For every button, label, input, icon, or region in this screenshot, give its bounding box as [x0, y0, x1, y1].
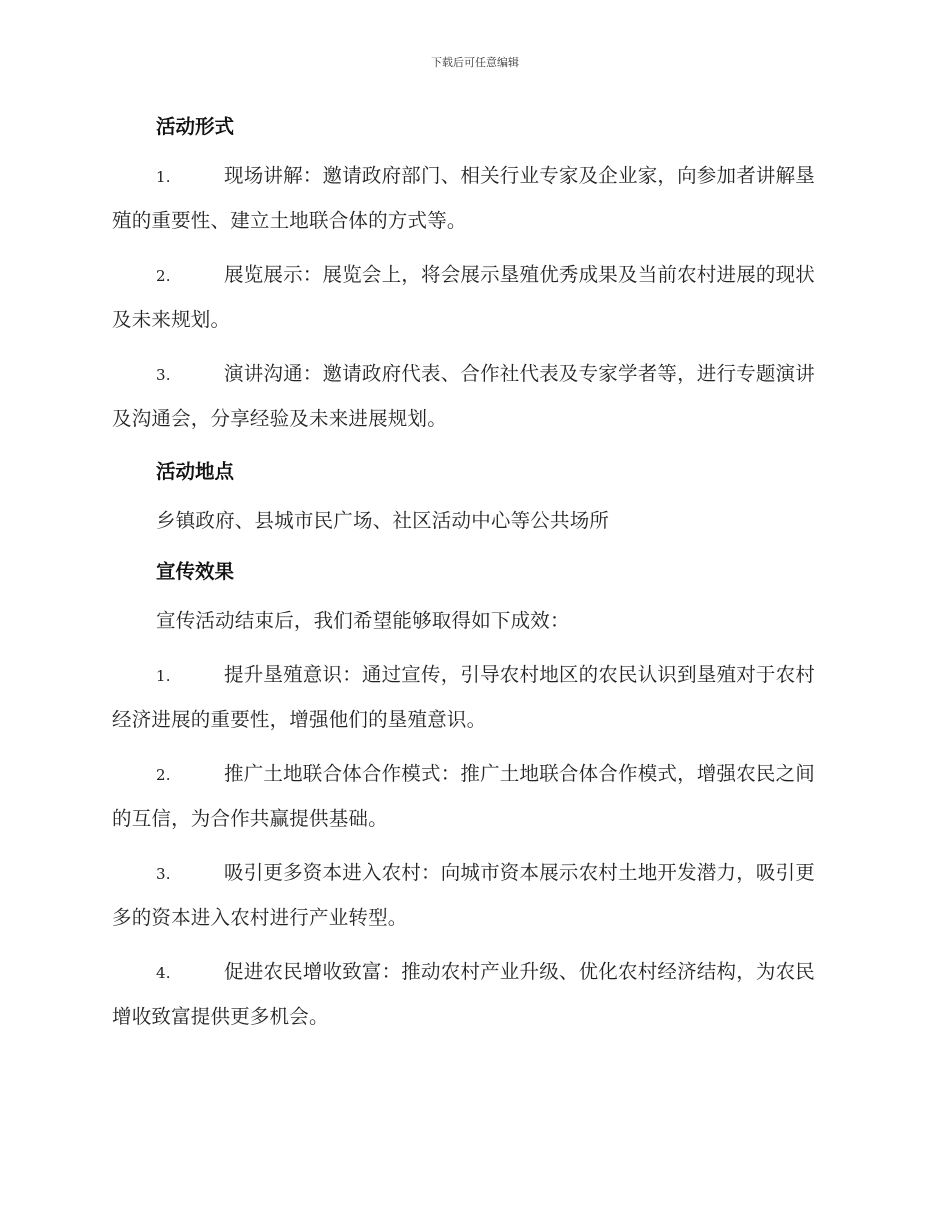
list-number: 3. [156, 366, 171, 384]
list-number: 1. [156, 168, 171, 186]
list-number: 3. [156, 865, 171, 883]
list-item [112, 352, 834, 441]
list-text: 演讲沟通：邀请政府代表、合作社代表及专家学者等，进行专题演讲及沟通会，分享经验及未来进展规划。 [112, 362, 816, 430]
list-text: 现场讲解：邀请政府部门、相关行业专家及企业家，向参加者讲解垦殖的重要性、建立土地联合体的方式等。 [112, 164, 816, 232]
list-text: 展览展示：展览会上，将会展示垦殖优秀成果及当前农村进展的现状及未来规划。 [112, 263, 816, 331]
list-text: 吸引更多资本进入农村：向城市资本展示农村土地开发潜力，吸引更多的资本进入农村进行产业转型。 [112, 861, 816, 929]
list-text: 促进农民增收致富：推动农村产业升级、优化农村经济结构，为农民增收致富提供更多机会。 [112, 960, 816, 1028]
list-item [112, 851, 834, 940]
list-number: 4. [156, 964, 171, 982]
page-header: 下载后可任意编辑 [431, 56, 519, 69]
list-item [112, 653, 834, 742]
list-text: 推广土地联合体合作模式：推广土地联合体合作模式，增强农民之间的互信，为合作共赢提供基础。 [112, 762, 816, 830]
list-number: 1. [156, 667, 171, 685]
list-number: 2. [156, 766, 171, 784]
list-item [112, 752, 834, 841]
section-heading-location: 活动地点 [156, 460, 235, 483]
list-item [112, 253, 834, 342]
list-item [112, 154, 834, 243]
paragraph: 宣传活动结束后，我们希望能够取得如下成效： [156, 609, 570, 632]
list-item [112, 950, 834, 1039]
list-number: 2. [156, 267, 171, 285]
section-heading-activity-form: 活动形式 [156, 115, 235, 138]
section-heading-effects: 宣传效果 [156, 560, 235, 583]
paragraph: 乡镇政府、县城市民广场、社区活动中心等公共场所 [156, 509, 610, 532]
list-text: 提升垦殖意识：通过宣传，引导农村地区的农民认识到垦殖对于农村经济进展的重要性，增强他们的垦殖意识。 [112, 663, 816, 731]
document-body [112, 108, 834, 1049]
